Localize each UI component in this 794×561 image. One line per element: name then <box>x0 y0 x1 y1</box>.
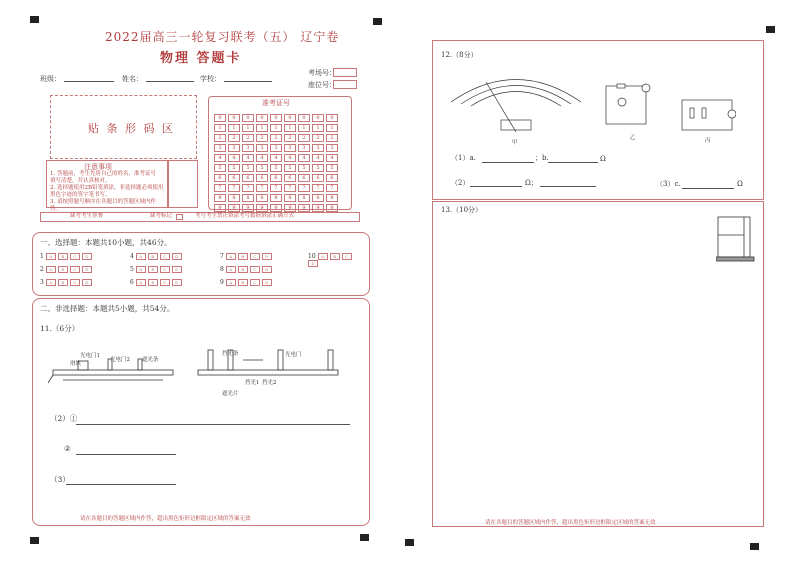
answer-sheet-subtitle: 物理 答题卡 <box>160 51 242 66</box>
section-1-title: 一、选择题：本题共10小题，共46分。 <box>40 238 172 247</box>
mcq-number: 5 <box>130 266 136 273</box>
exam-id-digit-bubble[interactable]: 7 <box>256 184 268 192</box>
mcq-option-bubble[interactable]: B <box>330 253 340 260</box>
mcq-option-bubble[interactable]: C <box>250 253 260 260</box>
mcq-option-bubble[interactable]: C <box>70 253 80 260</box>
q12-line2-label: （2） <box>451 179 470 187</box>
mcq-option-bubble[interactable]: A <box>46 266 56 273</box>
exam-id-digit-bubble[interactable]: 9 <box>214 204 226 212</box>
q11-apparatus-figure <box>48 345 348 390</box>
mcq-option-bubble[interactable]: D <box>308 260 318 267</box>
exam-id-digit-bubble[interactable]: 2 <box>312 134 324 142</box>
exam-id-digit-bubble[interactable]: 8 <box>270 194 282 202</box>
notes-title: 注意事项 <box>84 163 112 171</box>
q12-line3-unit: Ω <box>737 180 743 188</box>
q11-label-shade-strip: 遮光条 <box>142 357 159 363</box>
exam-id-digit-bubble[interactable]: 9 <box>242 204 254 212</box>
exam-id-digit-bubble[interactable]: 3 <box>284 144 296 152</box>
q11-label-shade-sheet: 遮光片 <box>222 391 239 397</box>
exam-id-digit-bubble[interactable]: 8 <box>284 194 296 202</box>
absent-note: 考号考生禁止填涂考号数据填涂正确方式 <box>195 213 295 219</box>
exam-id-digit-bubble[interactable]: 4 <box>214 154 226 162</box>
exam-id-digit-bubble[interactable]: 8 <box>312 194 324 202</box>
absent-signature-label: 缺考考生签署 <box>70 213 104 219</box>
q12-line1-unit: Ω <box>600 155 606 163</box>
exam-id-digit-bubble[interactable]: 1 <box>228 124 240 132</box>
mcq-item <box>220 266 274 273</box>
mcq-item <box>220 279 274 286</box>
q11-label-photogate1: 光电门1 <box>80 353 100 359</box>
mcq-item <box>40 279 94 286</box>
exam-id-digit-bubble[interactable]: 7 <box>312 184 324 192</box>
registration-mark <box>30 537 39 544</box>
exam-id-digit-bubble[interactable]: 9 <box>270 204 282 212</box>
circuit-c-figure <box>676 96 736 136</box>
mcq-option-bubble[interactable]: B <box>238 253 248 260</box>
absent-mark-label: 缺考标记 <box>150 213 173 219</box>
name-field[interactable] <box>146 81 194 82</box>
exam-id-digit-bubble[interactable]: 1 <box>270 124 282 132</box>
registration-mark <box>30 16 39 23</box>
exam-id-digit-bubble[interactable]: 3 <box>298 144 310 152</box>
exam-id-digit-bubble[interactable]: 8 <box>326 194 338 202</box>
mcq-item <box>308 253 360 267</box>
mcq-option-bubble[interactable]: B <box>238 279 248 286</box>
exam-id-digit-bubble[interactable]: 2 <box>242 134 254 142</box>
mcq-option-bubble[interactable]: D <box>172 253 182 260</box>
q11-part3-answer-line[interactable] <box>66 484 176 485</box>
exam-id-digit-bubble[interactable]: 7 <box>228 184 240 192</box>
left-footer-note: 请在各题目的答题区域内作答，超出黑色矩形边框限定区域的答案无效 <box>80 516 251 522</box>
exam-id-digit-bubble[interactable]: 5 <box>284 164 296 172</box>
exam-id-digit-bubble[interactable]: 6 <box>312 174 324 182</box>
mcq-number: 6 <box>130 279 136 286</box>
mcq-option-bubble[interactable]: B <box>148 253 158 260</box>
q11-part2-answer-line[interactable] <box>76 424 350 425</box>
mcq-number: 9 <box>220 279 226 286</box>
exam-id-digit-bubble[interactable]: 4 <box>256 154 268 162</box>
q12-line3-label: （3）c. <box>656 180 681 188</box>
exam-id-digit-bubble[interactable]: 7 <box>298 184 310 192</box>
exam-id-digit-bubble[interactable]: 9 <box>284 204 296 212</box>
exam-id-digit-bubble[interactable]: 4 <box>270 154 282 162</box>
exam-title: 2022届高三一轮复习联考（五） 辽宁卷 <box>105 30 340 44</box>
exam-id-digit-bubble[interactable]: 9 <box>228 204 240 212</box>
exam-id-digit-bubble[interactable]: 8 <box>298 194 310 202</box>
mcq-number: 4 <box>130 253 136 260</box>
exam-id-digit-bubble[interactable]: 8 <box>242 194 254 202</box>
exam-id-digit-bubble[interactable]: 2 <box>284 134 296 142</box>
exam-id-digit-bubble[interactable]: 6 <box>284 174 296 182</box>
q12-answer-3[interactable] <box>682 188 734 189</box>
exam-id-digit-bubble[interactable]: 0 <box>326 114 338 122</box>
exam-id-digit-bubble[interactable]: 2 <box>298 134 310 142</box>
mcq-option-bubble[interactable]: C <box>160 266 170 273</box>
fig-label-jia: 甲 <box>512 140 518 146</box>
exam-id-digit-bubble[interactable]: 2 <box>228 134 240 142</box>
fig-label-yi: 乙 <box>630 135 636 141</box>
school-field[interactable] <box>224 81 272 82</box>
section-2-title: 二、非选择题：本题共5小题，共54分。 <box>40 304 175 313</box>
q12-line2-unit: Ω； <box>525 179 538 187</box>
school-label: 学校： <box>200 75 221 83</box>
q11-label-slider: 滑块 <box>70 361 82 367</box>
q11-part2b-label: ② <box>64 444 71 453</box>
mcq-item <box>220 253 274 260</box>
mcq-option-bubble[interactable]: B <box>58 253 68 260</box>
q11-label-block2: 挡光2 <box>262 380 277 386</box>
mcq-option-bubble[interactable]: A <box>136 253 146 260</box>
exam-id-grid <box>214 114 340 212</box>
mcq-option-bubble[interactable]: D <box>262 266 272 273</box>
q12-line1-b-label: ；b. <box>535 154 549 162</box>
registration-mark <box>750 543 759 550</box>
q12-answer-2b[interactable] <box>540 186 596 187</box>
fig-label-bing: 丙 <box>705 138 711 144</box>
exam-id-digit-bubble[interactable]: 6 <box>214 174 226 182</box>
q11-part2b-answer-line[interactable] <box>76 454 176 455</box>
exam-id-digit-bubble[interactable]: 0 <box>228 114 240 122</box>
mcq-number: 2 <box>40 266 46 273</box>
exam-id-digit-bubble[interactable]: 1 <box>326 124 338 132</box>
name-label: 姓名： <box>122 75 143 83</box>
q11-part2-label: （2）① <box>50 414 78 423</box>
mcq-item <box>40 253 94 260</box>
q11-label: 11.（6分） <box>40 324 80 333</box>
exam-id-digit-bubble[interactable]: 1 <box>242 124 254 132</box>
mcq-option-bubble[interactable]: A <box>136 266 146 273</box>
exam-id-digit-bubble[interactable]: 7 <box>214 184 226 192</box>
exam-id-digit-bubble[interactable]: 1 <box>298 124 310 132</box>
exam-id-digit-bubble[interactable]: 0 <box>256 114 268 122</box>
exam-id-digit-bubble[interactable]: 0 <box>312 114 324 122</box>
exam-id-digit-bubble[interactable]: 5 <box>270 164 282 172</box>
mcq-option-bubble[interactable]: D <box>82 253 92 260</box>
exam-id-digit-bubble[interactable]: 7 <box>270 184 282 192</box>
mcq-option-bubble[interactable]: A <box>46 253 56 260</box>
exam-id-digit-bubble[interactable]: 0 <box>284 114 296 122</box>
mcq-item <box>40 266 94 273</box>
q12-answer-2a[interactable] <box>470 186 522 187</box>
mcq-option-bubble[interactable]: A <box>46 279 56 286</box>
exam-id-digit-bubble[interactable]: 8 <box>228 194 240 202</box>
q11-label-block1: 挡光1 <box>245 380 260 386</box>
exam-id-digit-bubble[interactable]: 4 <box>312 154 324 162</box>
exam-id-digit-bubble[interactable]: 6 <box>256 174 268 182</box>
notes-list <box>50 171 165 213</box>
mcq-option-bubble[interactable]: D <box>262 279 272 286</box>
mcq-option-bubble[interactable]: D <box>172 279 182 286</box>
q12-answer-b[interactable] <box>548 162 598 163</box>
exam-id-digit-bubble[interactable]: 2 <box>214 134 226 142</box>
q13-label: 13.（10分） <box>441 206 483 214</box>
exam-id-digit-bubble[interactable]: 5 <box>242 164 254 172</box>
mcq-number: 3 <box>40 279 46 286</box>
exam-id-digit-bubble[interactable]: 2 <box>256 134 268 142</box>
exam-id-digit-bubble[interactable]: 9 <box>326 204 338 212</box>
exam-id-digit-bubble[interactable]: 0 <box>298 114 310 122</box>
multimeter-figure <box>446 62 586 140</box>
exam-id-digit-bubble[interactable]: 3 <box>326 144 338 152</box>
mcq-item <box>130 279 184 286</box>
exam-id-digit-bubble[interactable]: 4 <box>228 154 240 162</box>
exam-id-digit-bubble[interactable]: 9 <box>312 204 324 212</box>
barcode-area-label: 贴 条 形 码 区 <box>88 122 175 135</box>
exam-id-digit-bubble[interactable]: 5 <box>228 164 240 172</box>
mcq-option-bubble[interactable]: B <box>238 266 248 273</box>
q12-line1-a-label: （1）a. <box>451 154 476 162</box>
exam-id-digit-bubble[interactable]: 8 <box>214 194 226 202</box>
mcq-number: 10 <box>308 253 318 260</box>
exam-id-digit-bubble[interactable]: 9 <box>298 204 310 212</box>
notes-line: 3. 请按照题号顺序在各题目的答题区域内作答。 <box>50 199 156 212</box>
exam-id-digit-bubble[interactable]: 5 <box>298 164 310 172</box>
mcq-option-bubble[interactable]: D <box>172 266 182 273</box>
mcq-area <box>40 253 360 289</box>
mcq-option-bubble[interactable]: C <box>250 266 260 273</box>
exam-id-digit-bubble[interactable]: 6 <box>298 174 310 182</box>
exam-id-digit-bubble[interactable]: 3 <box>270 144 282 152</box>
mcq-option-bubble[interactable]: B <box>148 279 158 286</box>
exam-id-digit-bubble[interactable]: 3 <box>256 144 268 152</box>
mcq-option-bubble[interactable]: A <box>226 279 236 286</box>
exam-id-digit-bubble[interactable]: 5 <box>214 164 226 172</box>
exam-id-digit-bubble[interactable]: 1 <box>256 124 268 132</box>
mcq-option-bubble[interactable]: A <box>226 253 236 260</box>
class-label: 班级： <box>40 75 61 83</box>
mcq-number: 8 <box>220 266 226 273</box>
registration-mark <box>405 539 414 546</box>
notes-line: 1. 答题前，考生先将自己的姓名、准考证号 <box>50 171 156 177</box>
exam-id-label: 准考证号 <box>262 99 290 107</box>
mcq-item <box>130 266 184 273</box>
exam-id-digit-bubble[interactable]: 5 <box>256 164 268 172</box>
absent-mark-box[interactable] <box>176 214 183 220</box>
mcq-option-bubble[interactable]: A <box>226 266 236 273</box>
exam-id-digit-bubble[interactable]: 6 <box>228 174 240 182</box>
registration-mark <box>360 534 369 541</box>
mcq-option-bubble[interactable]: C <box>160 279 170 286</box>
mcq-option-bubble[interactable]: C <box>70 266 80 273</box>
notes-line: 黑色字迹的签字笔书写。 <box>50 192 111 198</box>
exam-id-digit-bubble[interactable]: 4 <box>284 154 296 162</box>
mcq-option-bubble[interactable]: D <box>262 253 272 260</box>
exam-id-digit-bubble[interactable]: 5 <box>326 164 338 172</box>
q12-label: 12.（8分） <box>441 51 478 59</box>
mcq-number: 7 <box>220 253 226 260</box>
exam-id-digit-bubble[interactable]: 1 <box>284 124 296 132</box>
exam-id-digit-bubble[interactable]: 5 <box>312 164 324 172</box>
mcq-option-bubble[interactable]: D <box>82 279 92 286</box>
exam-id-digit-bubble[interactable]: 7 <box>326 184 338 192</box>
q13-panel <box>432 201 764 527</box>
exam-id-digit-bubble[interactable]: 6 <box>270 174 282 182</box>
exam-id-digit-bubble[interactable]: 2 <box>270 134 282 142</box>
q12-answer-a[interactable] <box>482 162 534 163</box>
mcq-option-bubble[interactable]: B <box>58 279 68 286</box>
exam-id-digit-bubble[interactable]: 3 <box>242 144 254 152</box>
exam-id-digit-bubble[interactable]: 4 <box>242 154 254 162</box>
mcq-option-bubble[interactable]: A <box>136 279 146 286</box>
mcq-option-bubble[interactable]: C <box>250 279 260 286</box>
exam-id-digit-bubble[interactable]: 6 <box>326 174 338 182</box>
exam-id-digit-bubble[interactable]: 7 <box>284 184 296 192</box>
mcq-option-bubble[interactable]: B <box>58 266 68 273</box>
exam-id-digit-bubble[interactable]: 8 <box>256 194 268 202</box>
exam-id-digit-bubble[interactable]: 4 <box>298 154 310 162</box>
exam-id-digit-bubble[interactable]: 0 <box>214 114 226 122</box>
registration-mark <box>373 18 382 25</box>
notes-line: 填写清楚，并认真核对。 <box>50 178 111 184</box>
mcq-option-bubble[interactable]: C <box>160 253 170 260</box>
mcq-option-bubble[interactable]: A <box>318 253 328 260</box>
exam-id-digit-bubble[interactable]: 3 <box>214 144 226 152</box>
mcq-item <box>130 253 184 260</box>
q11-label-photogate2: 光电门2 <box>110 357 130 363</box>
class-field[interactable] <box>64 81 114 82</box>
exam-id-digit-bubble[interactable]: 2 <box>326 134 338 142</box>
mcq-number: 1 <box>40 253 46 260</box>
mcq-option-bubble[interactable]: C <box>70 279 80 286</box>
right-footer-note: 请在各题目的答题区域内作答，超出黑色矩形边框限定区域的答案无效 <box>485 520 656 526</box>
q11-label-photogate: 光电门 <box>285 352 302 358</box>
exam-room-label: 考场号： <box>308 69 336 77</box>
exam-id-digit-bubble[interactable]: 0 <box>242 114 254 122</box>
exam-id-digit-bubble[interactable]: 3 <box>312 144 324 152</box>
notes-line: 2. 选择题使用2B铅笔填涂，非选择题必须使用 <box>50 185 164 191</box>
exam-id-digit-bubble[interactable]: 3 <box>228 144 240 152</box>
exam-id-digit-bubble[interactable]: 7 <box>242 184 254 192</box>
circuit-b-figure <box>602 82 658 130</box>
q11-label-block-strip: 挡光条 <box>222 351 239 357</box>
exam-id-digit-bubble[interactable]: 0 <box>270 114 282 122</box>
mcq-option-bubble[interactable]: B <box>148 266 158 273</box>
section-2-panel <box>32 298 370 526</box>
mcq-option-bubble[interactable]: D <box>82 266 92 273</box>
seat-field[interactable] <box>333 80 357 89</box>
fill-example-panel <box>168 160 198 208</box>
exam-id-digit-bubble[interactable]: 9 <box>256 204 268 212</box>
mcq-option-bubble[interactable]: C <box>342 253 352 260</box>
q13-container-figure <box>716 213 756 263</box>
exam-room-field[interactable] <box>333 68 357 77</box>
q11-part3-label: （3） <box>50 475 70 484</box>
exam-id-digit-bubble[interactable]: 4 <box>326 154 338 162</box>
seat-label: 座位号： <box>308 81 336 89</box>
exam-id-digit-bubble[interactable]: 1 <box>214 124 226 132</box>
exam-id-digit-bubble[interactable]: 1 <box>312 124 324 132</box>
exam-id-digit-bubble[interactable]: 6 <box>242 174 254 182</box>
registration-mark <box>766 26 775 33</box>
